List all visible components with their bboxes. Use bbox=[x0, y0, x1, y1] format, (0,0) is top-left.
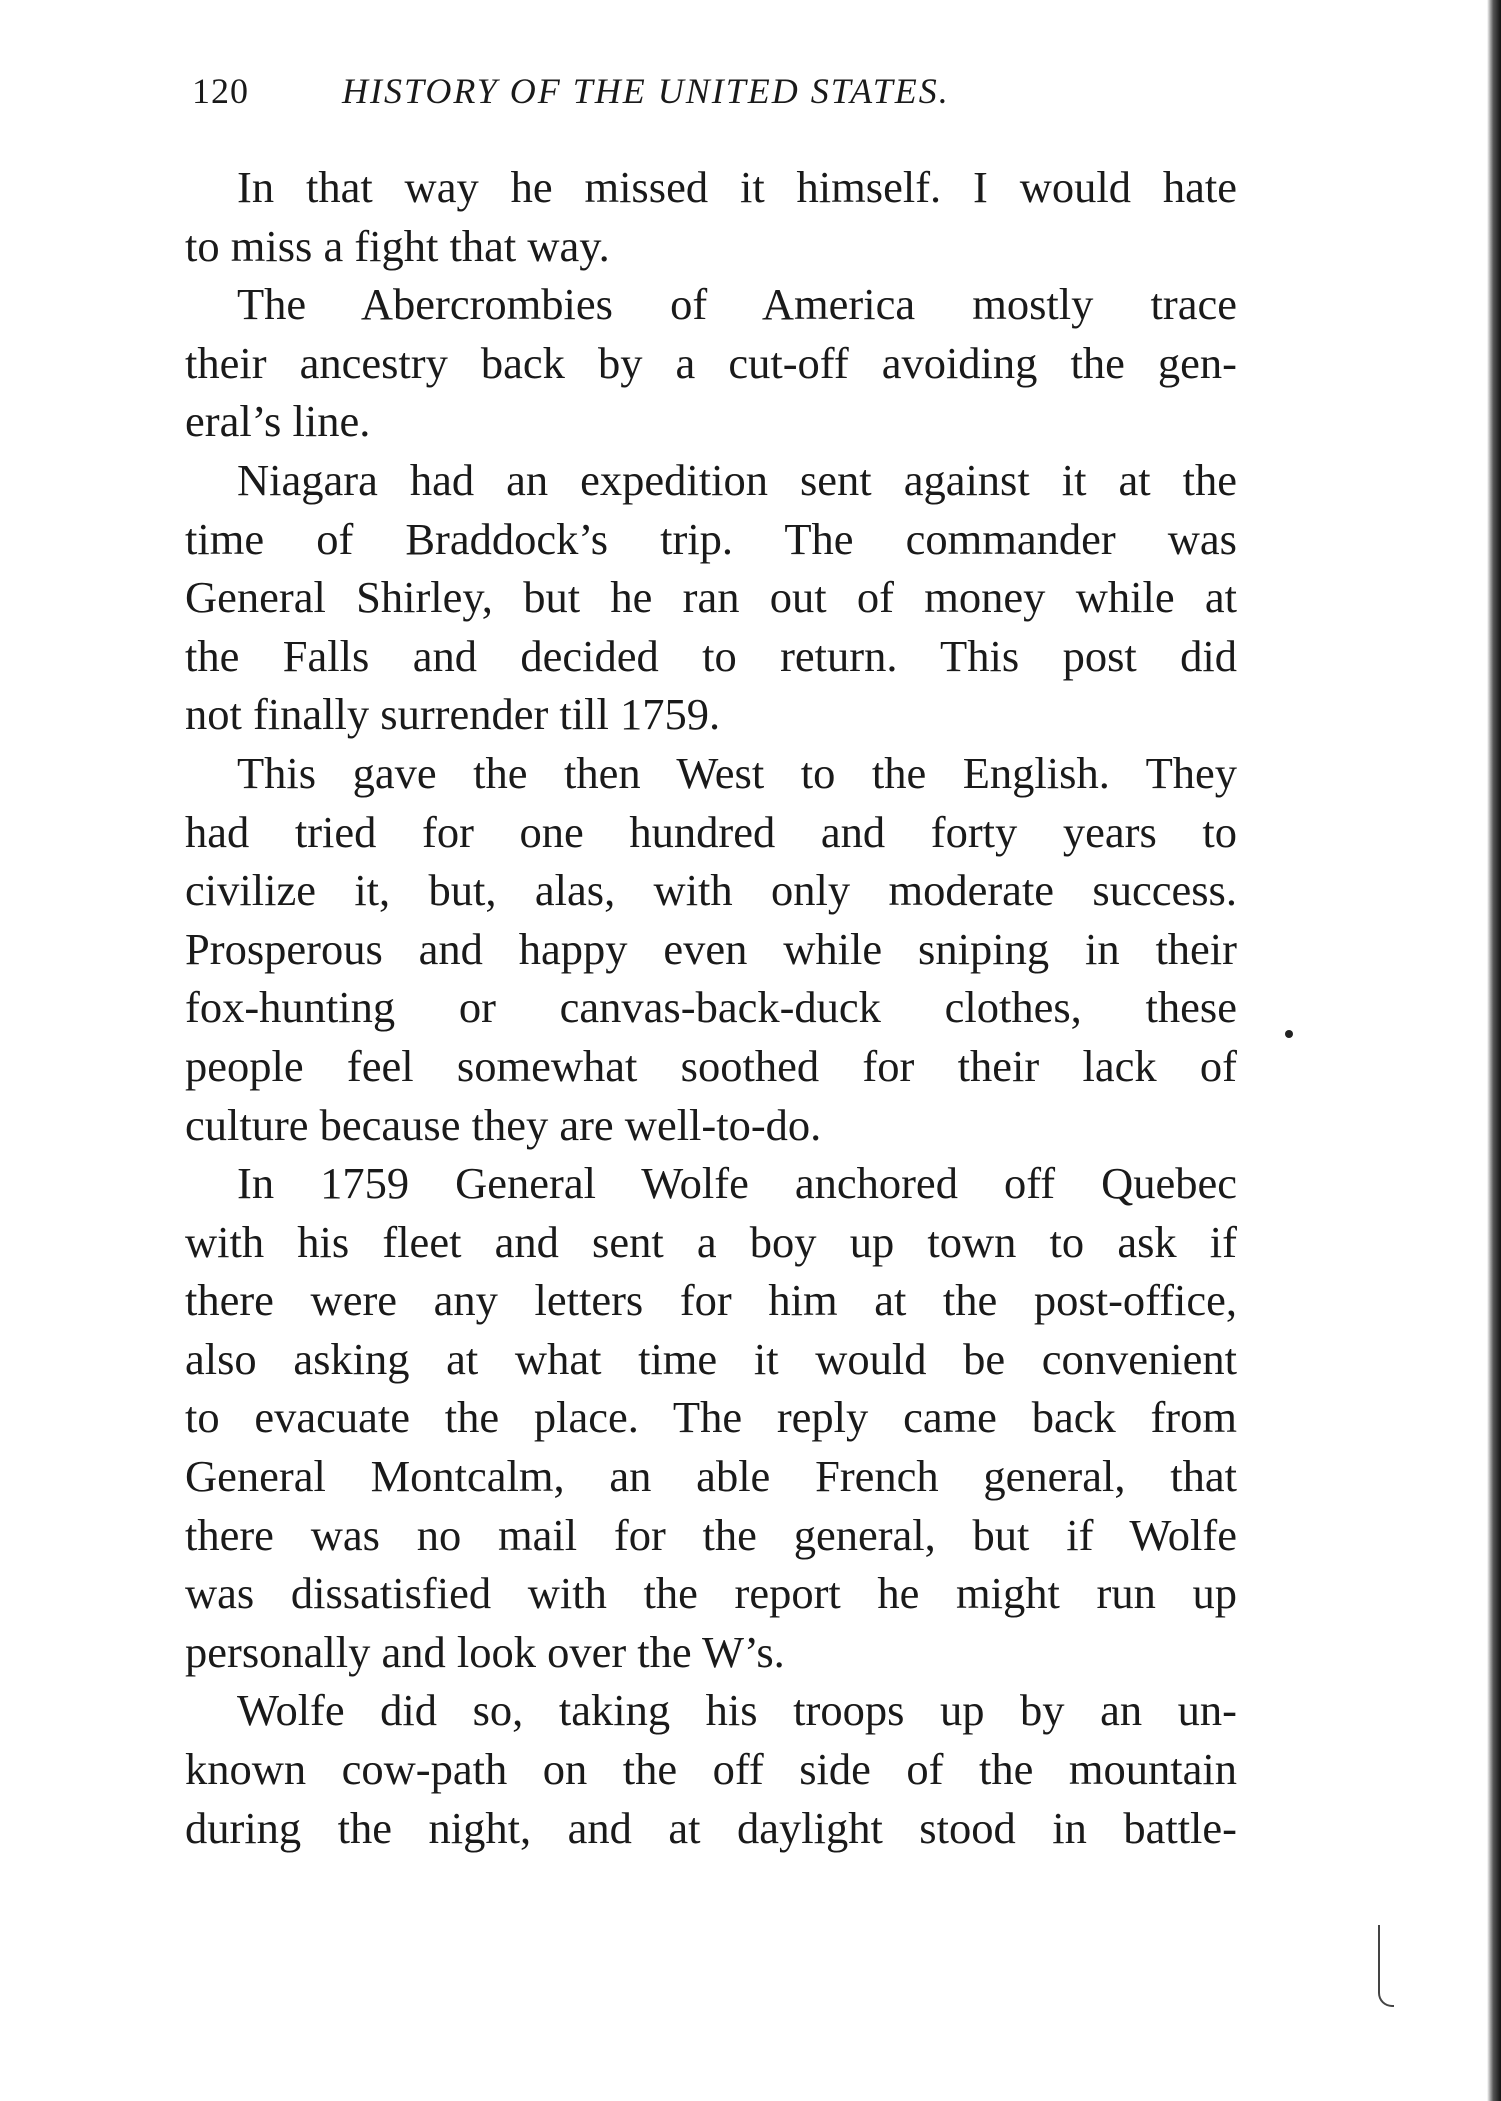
paragraph bbox=[185, 1681, 1237, 1857]
text-line: General Montcalm, an able French general, that bbox=[185, 1451, 1237, 1502]
paragraph bbox=[185, 1154, 1237, 1681]
text-line: to evacuate the place. The reply came back from bbox=[185, 1392, 1237, 1443]
text-line: to miss a fight that way. bbox=[185, 220, 610, 271]
text-line: also asking at what time it would be convenient bbox=[185, 1333, 1237, 1384]
text-line: This gave the then West to the English. They bbox=[237, 747, 1237, 798]
text-line: General Shirley, but he ran out of money while at bbox=[185, 572, 1237, 623]
text-line: time of Braddock’s trip. The commander was bbox=[185, 513, 1237, 564]
running-head bbox=[192, 70, 1242, 120]
text-line: was dissatisfied with the report he might run up bbox=[185, 1568, 1237, 1619]
text-line: had tried for one hundred and forty years to bbox=[185, 806, 1237, 857]
text-line: The Abercrombies of America mostly trace bbox=[237, 279, 1237, 330]
text-line: culture because they are well-to-do. bbox=[185, 1099, 822, 1150]
page-number: 120 bbox=[192, 71, 249, 111]
paragraph bbox=[185, 744, 1237, 1154]
scan-margin-mark bbox=[1378, 1925, 1394, 2007]
text-line: Wolfe did so, taking his troops up by an un- bbox=[237, 1685, 1237, 1736]
text-line: personally and look over the W’s. bbox=[185, 1626, 785, 1677]
scan-speck bbox=[1285, 1030, 1293, 1038]
text-line: eral’s line. bbox=[185, 396, 371, 447]
paragraph bbox=[185, 158, 1237, 275]
text-line: known cow-path on the off side of the mountain bbox=[185, 1744, 1237, 1795]
text-line: their ancestry back by a cut-off avoiding the gen- bbox=[185, 337, 1237, 388]
text-line: with his fleet and sent a boy up town to ask if bbox=[185, 1216, 1237, 1267]
running-head-title: HISTORY OF THE UNITED STATES. bbox=[342, 71, 950, 111]
text-line: In 1759 General Wolfe anchored off Quebec bbox=[237, 1158, 1237, 1209]
text-line: Niagara had an expedition sent against it at the bbox=[237, 454, 1237, 505]
text-line: fox-hunting or canvas-back-duck clothes, these bbox=[185, 982, 1237, 1033]
paragraph bbox=[185, 451, 1237, 744]
text-line: not finally surrender till 1759. bbox=[185, 689, 721, 740]
text-line: the Falls and decided to return. This post did bbox=[185, 630, 1237, 681]
scan-page-edge bbox=[1487, 0, 1501, 2101]
paragraph bbox=[185, 275, 1237, 451]
text-line: there were any letters for him at the post-office, bbox=[185, 1275, 1237, 1326]
body-text bbox=[185, 158, 1237, 1857]
text-line: civilize it, but, alas, with only moderate success. bbox=[185, 865, 1237, 916]
text-line: Prosperous and happy even while sniping in their bbox=[185, 923, 1237, 974]
text-line: people feel somewhat soothed for their lack of bbox=[185, 1040, 1237, 1091]
text-line: there was no mail for the general, but if Wolfe bbox=[185, 1509, 1237, 1560]
text-line: In that way he missed it himself. I would hate bbox=[237, 162, 1237, 212]
text-line: during the night, and at daylight stood in battle- bbox=[185, 1802, 1237, 1853]
